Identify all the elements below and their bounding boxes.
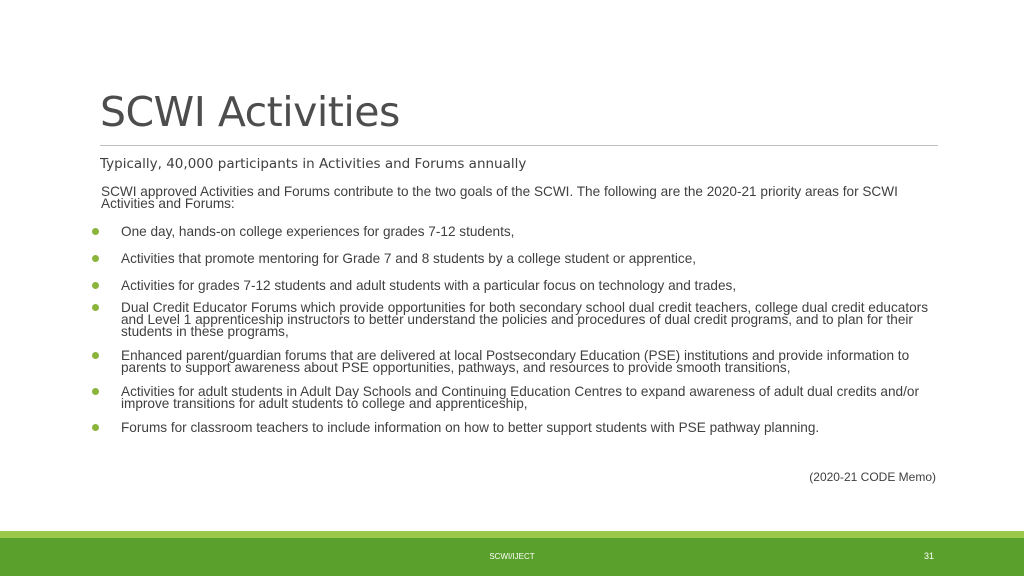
list-item: [87, 386, 939, 410]
bullet-dot-icon: [92, 424, 99, 431]
list-item: [87, 226, 939, 238]
list-item: [87, 302, 939, 338]
bullet-dot-icon: [92, 388, 99, 395]
bullet-dot-icon: [92, 282, 99, 289]
bullet-dot-icon: [92, 255, 99, 262]
priority-list: [87, 226, 939, 434]
list-item-text: One day, hands-on college experiences for grades 7-12 students,: [121, 224, 515, 239]
footer-accent-line: [0, 531, 1024, 538]
title-divider: [100, 145, 938, 146]
list-item: [87, 280, 939, 292]
list-item-text: Activities that promote mentoring for Grade 7 and 8 students by a college student or apprentice,: [121, 251, 697, 266]
memo-citation: (2020-21 CODE Memo): [809, 470, 936, 484]
list-item: [87, 253, 939, 265]
slide-title: SCWI Activities: [100, 88, 400, 136]
list-item-text: Dual Credit Educator Forums which provide opportunities for both secondary school dual credit teachers, college dual credit educators and Level 1 apprenticeship instructors to better understand the policies and procedures of dual credit programs, and to plan for their students in these programs,: [121, 300, 928, 339]
bullet-dot-icon: [92, 352, 99, 359]
list-item-text: Activities for grades 7-12 students and adult students with a particular focus on technology and trades,: [121, 278, 737, 293]
page-number: 31: [923, 551, 934, 561]
list-item-text: Forums for classroom teachers to include information on how to better support students with PSE pathway planning.: [121, 420, 820, 435]
intro-paragraph: SCWI approved Activities and Forums contribute to the two goals of the SCWI. The following are the 2020-21 priority areas for SCWI Activities and Forums:: [101, 184, 898, 211]
footer-bar: [0, 538, 1024, 576]
list-item: [87, 422, 939, 434]
list-item: [87, 350, 939, 374]
list-item-text: Enhanced parent/guardian forums that are delivered at local Postsecondary Education (PSE) institutions and provide information to parents to support awareness about PSE opportunities, pathways, and resources to provide smooth transitions,: [121, 348, 910, 375]
bullet-dot-icon: [92, 228, 99, 235]
slide-subtitle: Typically, 40,000 participants in Activities and Forums annually: [100, 156, 527, 172]
bullet-dot-icon: [92, 304, 99, 311]
list-item-text: Activities for adult students in Adult Day Schools and Continuing Education Centres to expand awareness of adult dual credits and/or improve transitions for adult students to college and apprenticeship,: [121, 384, 919, 411]
footer-label: SCWI/IJECT: [489, 552, 535, 561]
